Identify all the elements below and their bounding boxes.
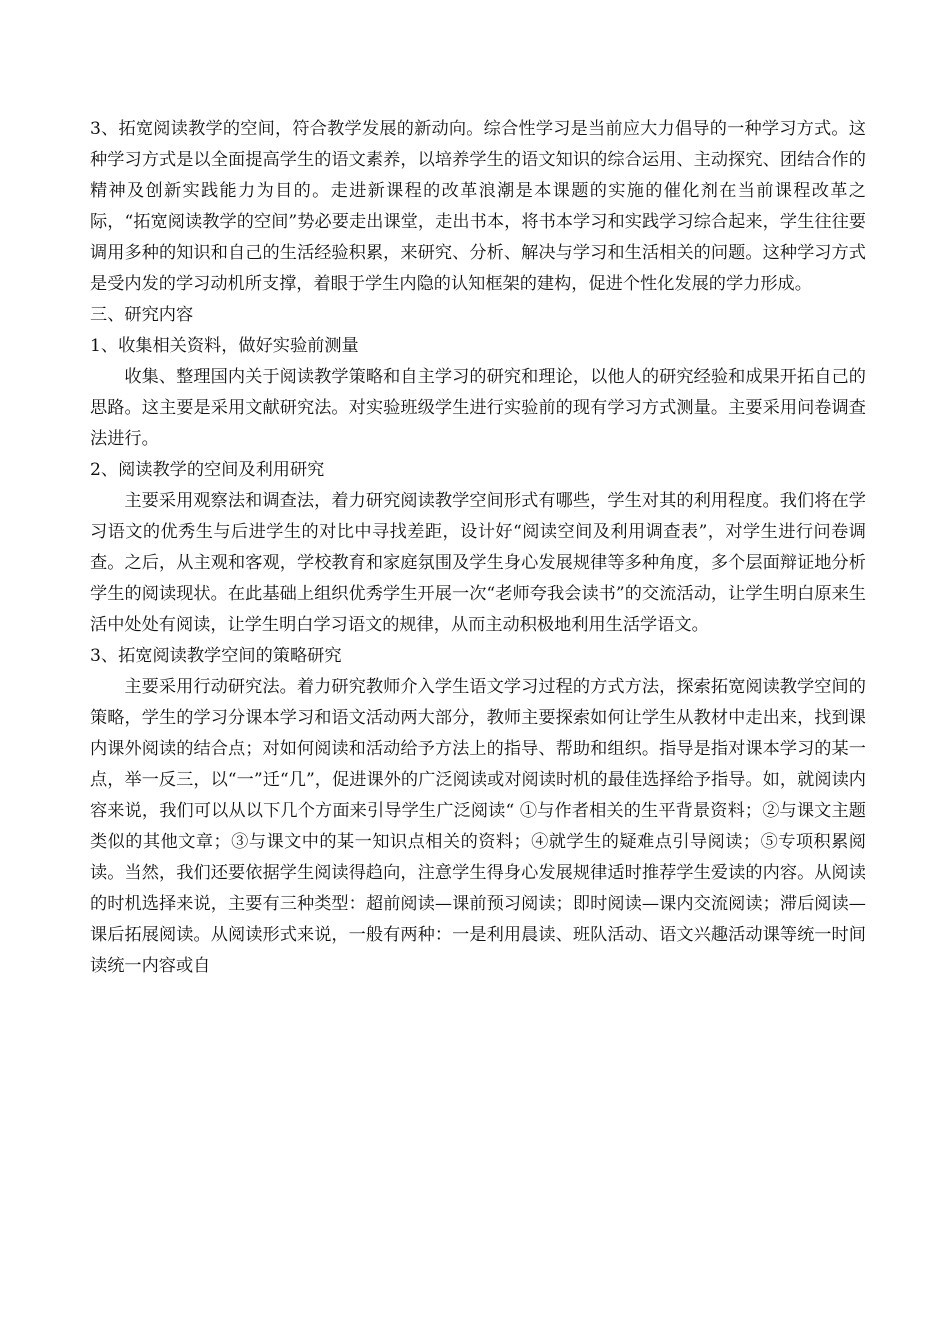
subheading-reading-space-research: 2、阅读教学的空间及利用研究 (90, 460, 325, 480)
document-page (90, 114, 866, 982)
paragraph-broaden-reading-space: 3、拓宽阅读教学的空间，符合教学发展的新动向。综合性学习是当前应大力倡导的一种学习方式。这种学习方式是以全面提高学生的语文素养，以培养学生的语文知识的综合运用、主动探究、团结合作的精神及创新实践能力为目的。走进新课程的改革浪潮是本课题的实施的催化剂在当前课程改革之际，“拓宽阅读教学的空间”势必要走出课堂，走出书本，将书本学习和实践学习综合起来，学生往往要调用多种的知识和自己的生活经验积累，来研究、分析、解决与学习和生活相关的问题。这种学习方式是受内发的学习动机所支撑，着眼于学生内隐的认知框架的建构，促进个性化发展的学力形成。 (90, 119, 866, 294)
subheading-strategy-research: 3、拓宽阅读教学空间的策略研究 (90, 646, 342, 666)
paragraph-collect-materials: 收集、整理国内关于阅读教学策略和自主学习的研究和理论，以他人的研究经验和成果开拓自己的思路。这主要是采用文献研究法。对实验班级学生进行实验前的现有学习方式测量。主要采用问卷调查法进行。 (90, 367, 866, 449)
paragraph-reading-space-research: 主要采用观察法和调查法，着力研究阅读教学空间形式有哪些，学生对其的利用程度。我们将在学习语文的优秀生与后进学生的对比中寻找差距，设计好“阅读空间及利用调查表”，对学生进行问卷调查。之后，从主观和客观，学校教育和家庭氛围及学生身心发展规律等多种角度，多个层面辩证地分析学生的阅读现状。在此基础上组织优秀学生开展一次“老师夸我会读书”的交流活动，让学生明白原来生活中处处有阅读，让学生明白学习语文的规律，从而主动积极地利用生活学语文。 (90, 491, 866, 635)
subheading-collect-materials: 1、收集相关资料，做好实验前测量 (90, 336, 359, 356)
section-heading-research-content: 三、研究内容 (90, 305, 194, 325)
paragraph-strategy-research: 主要采用行动研究法。着力研究教师介入学生语文学习过程的方式方法，探索拓宽阅读教学空间的策略，学生的学习分课本学习和语文活动两大部分，教师主要探索如何让学生从教材中走出来，找到课内课外阅读的结合点；对如何阅读和活动给予方法上的指导、帮助和组织。指导是指对课本学习的某一点，举一反三，以“一”迁“几”，促进课外的广泛阅读或对阅读时机的最佳选择给予指导。如，就阅读内容来说，我们可以从以下几个方面来引导学生广泛阅读“ ①与作者相关的生平背景资料；②与课文主题类似的其他文章；③与课文中的某一知识点相关的资料；④就学生的疑难点引导阅读；⑤专项积累阅读。当然，我们还要依据学生阅读得趋向，注意学生得身心发展规律适时推荐学生爱读的内容。从阅读的时机选择来说，主要有三种类型：超前阅读—课前预习阅读；即时阅读—课内交流阅读；滞后阅读—课后拓展阅读。从阅读形式来说，一般有两种：一是利用晨读、班队活动、语文兴趣活动课等统一时间读统一内容或自 (90, 677, 866, 976)
